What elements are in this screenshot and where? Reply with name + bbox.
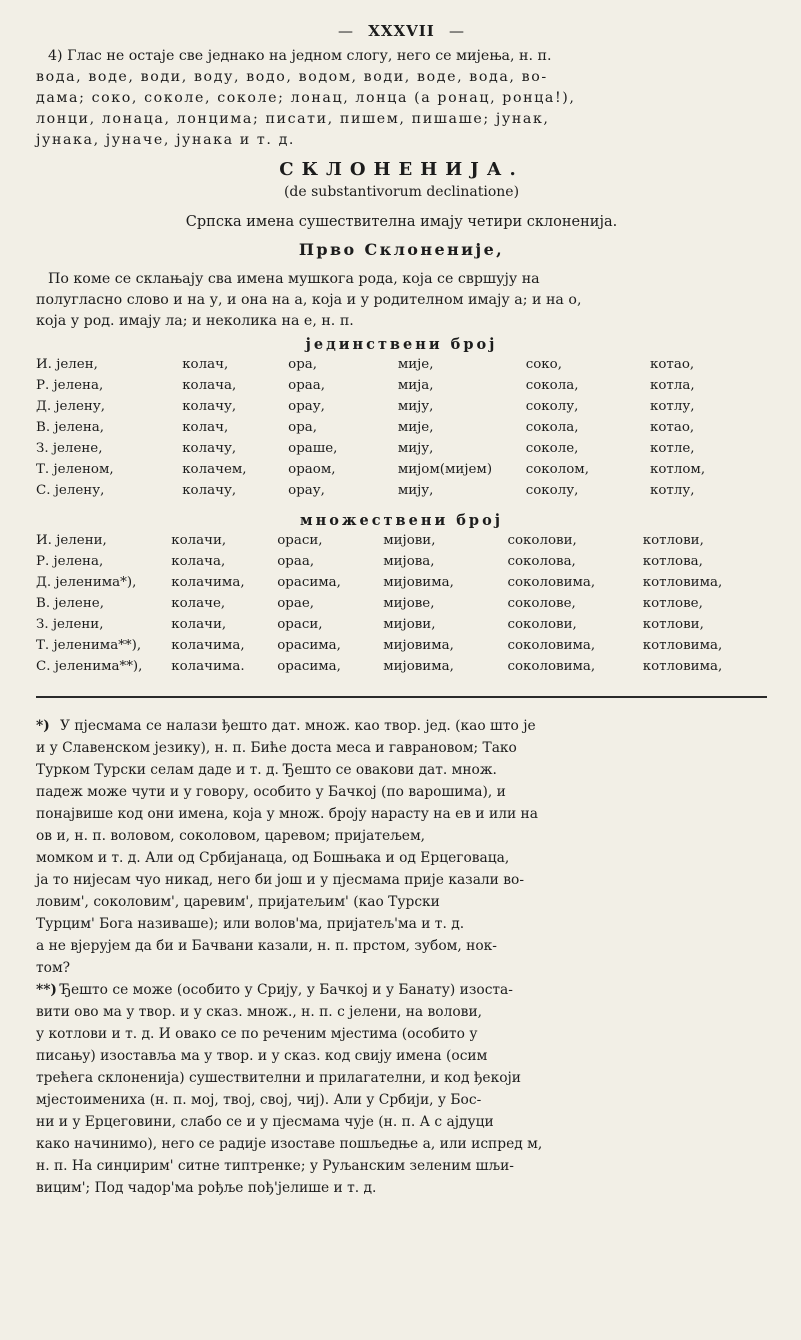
case-form-cell: Д. јелену, — [36, 399, 105, 414]
noun-form-cell: мију, — [397, 483, 434, 498]
noun-form-cell: котловима, — [642, 659, 723, 674]
noun-form-cell: ораа, — [288, 378, 326, 393]
paragraph-line: дама; соко, соколе, соколе; лонац, лонца (а ронац, ронца!), — [36, 90, 576, 106]
case-form-cell: С. јелену, — [36, 483, 105, 498]
plural-title: множествени број — [299, 512, 503, 529]
noun-form-cell: мијове, — [383, 596, 435, 611]
noun-form-cell: колачима, — [171, 575, 245, 590]
plural-table — [36, 533, 767, 680]
noun-form-cell: соколови, — [507, 617, 577, 632]
noun-form-cell: колач, — [182, 420, 229, 435]
table-row — [36, 483, 767, 504]
footnote-line: ов и, н. п. воловом, соколовом, царевом; пријатељем, — [36, 828, 426, 844]
table-row — [36, 638, 767, 659]
footnote-line: како начинимо), него се радије изоставе пошљедње а, или испред м, — [36, 1136, 543, 1152]
noun-form-cell: ора, — [288, 357, 318, 372]
noun-form-cell: котлова, — [642, 554, 703, 569]
noun-form-cell: сокола, — [525, 378, 579, 393]
table-row — [36, 554, 767, 575]
noun-form-cell: мију, — [397, 399, 434, 414]
table-row — [36, 659, 767, 680]
noun-form-cell: орау, — [288, 483, 325, 498]
table-row — [36, 462, 767, 483]
paragraph-line: јунака, јуначе, јунака и т. д. — [36, 132, 296, 148]
header-dash-left: — — [337, 22, 354, 40]
noun-form-cell: соколовима, — [507, 638, 596, 653]
noun-form-cell: котла, — [650, 378, 695, 393]
noun-form-cell: соколу, — [525, 483, 579, 498]
header-dash-right: — — [449, 22, 466, 40]
paragraph-line: 4) Глас не остаје све једнако на једном слогу, него се мијења, н. п. — [48, 48, 552, 64]
noun-form-cell: котао, — [650, 420, 695, 435]
footnote-line: н. п. На синџирим' ситне типтренке; у Руљанским зеленим шљи- — [36, 1158, 514, 1174]
noun-form-cell: котлове, — [642, 596, 703, 611]
table-row — [36, 617, 767, 638]
table-row — [36, 399, 767, 420]
noun-form-cell: орае, — [277, 596, 315, 611]
footnote-line: ловим', соколовим', царевим', пријатељим' (као Турски — [36, 894, 440, 910]
footnote-line: трећега склоненија) сушествителни и прилагателни, и код ђекоји — [36, 1070, 521, 1086]
noun-form-cell: колачу, — [182, 399, 237, 414]
section-title: СКЛОНЕНИЈА. — [279, 159, 524, 180]
table-row — [36, 378, 767, 399]
description-line: полугласно слово и на у, и она на а, која и у родителном имају а; и на о, — [36, 292, 582, 308]
noun-form-cell: ораси, — [277, 533, 323, 548]
noun-form-cell: колачима. — [171, 659, 245, 674]
noun-form-cell: орасима, — [277, 638, 341, 653]
case-form-cell: Т. јеленом, — [36, 462, 114, 477]
noun-form-cell: котле, — [650, 441, 695, 456]
noun-form-cell: сокола, — [525, 420, 579, 435]
noun-form-cell: колачи, — [171, 617, 227, 632]
footnote-1 — [36, 716, 767, 978]
noun-form-cell: колачу, — [182, 483, 237, 498]
description-line: која у род. имају ла; и неколика на е, н. п. — [36, 313, 354, 329]
noun-form-cell: орау, — [288, 399, 325, 414]
section-intro: Српска имена сушествителна имају четири склоненија. — [185, 214, 618, 230]
case-form-cell: З. јелене, — [36, 441, 103, 456]
noun-form-cell: ораси, — [277, 617, 323, 632]
noun-form-cell: мију, — [397, 441, 434, 456]
footnote-line: и у Славенском језику), н. п. Биће доста меса и гаврановом; Тако — [36, 740, 517, 756]
noun-form-cell: мијова, — [383, 554, 435, 569]
footnote-text: Ђешто се може (особито у Срију, у Бачкој и у Банату) изоста- — [60, 982, 513, 998]
singular-table — [36, 357, 767, 504]
noun-form-cell: соколом, — [525, 462, 589, 477]
noun-form-cell: мијовима, — [383, 638, 454, 653]
case-form-cell: Т. јеленима**), — [36, 638, 142, 653]
case-form-cell: Д. јеленима*), — [36, 575, 137, 590]
noun-form-cell: котлу, — [650, 399, 695, 414]
footnote-line: ја то нијесам чуо никад, него би још и у пјесмама прије казали во- — [36, 872, 525, 888]
footnote-line: момком и т. д. Али од Србијанаца, од Бошњака и од Ерцеговаца, — [36, 850, 510, 866]
footnote-line: падеж може чути и у говору, особито у Бачкој (по варошима), и — [36, 784, 506, 800]
noun-form-cell: колача, — [171, 554, 226, 569]
footnote-line — [36, 980, 767, 1000]
noun-form-cell: мијом(мијем) — [397, 462, 493, 477]
footnote-line: понајвише код они имена, која у множ. броју нарасту на ев и или на — [36, 806, 538, 822]
paragraph-line: вода, воде, води, воду, водо, водом, води, воде, вода, во- — [36, 69, 548, 85]
noun-form-cell: котловима, — [642, 638, 723, 653]
table-row — [36, 575, 767, 596]
footnote-line: мјестоимениха (н. п. мој, твој, свој, чиј). Али у Србији, у Бос- — [36, 1092, 482, 1108]
case-form-cell: З. јелени, — [36, 617, 104, 632]
footnote-line: у котлови и т. д. И овако се по реченим мјестима (особито у — [36, 1026, 478, 1042]
noun-form-cell: котловима, — [642, 575, 723, 590]
case-form-cell: Р. јелена, — [36, 554, 104, 569]
case-form-cell: Р. јелена, — [36, 378, 104, 393]
noun-form-cell: котлови, — [642, 533, 704, 548]
paragraph-line: лонци, лонаца, лонцима; писати, пишем, пишаше; јунак, — [36, 111, 550, 127]
case-form-cell: И. јелени, — [36, 533, 107, 548]
noun-form-cell: мијови, — [383, 533, 436, 548]
first-declension-description — [36, 269, 767, 332]
case-form-cell: С. јеленима**), — [36, 659, 143, 674]
noun-form-cell: котлови, — [642, 617, 704, 632]
noun-form-cell: соколова, — [507, 554, 576, 569]
noun-form-cell: соко, — [525, 357, 562, 372]
footnote-line: вити ово ма у твор. и у сказ. множ., н. п. с јелени, на волови, — [36, 1004, 483, 1020]
noun-form-cell: соколу, — [525, 399, 579, 414]
noun-form-cell: колачем, — [182, 462, 247, 477]
footnote-divider — [36, 696, 767, 698]
noun-form-cell: мије, — [397, 420, 434, 435]
footnote-line: а не вјерујем да би и Бачвани казали, н. п. прстом, зубом, нок- — [36, 938, 497, 954]
first-declension-title: Прво Склоненије, — [298, 240, 505, 259]
paragraph-4 — [36, 46, 767, 151]
noun-form-cell: колачи, — [171, 533, 227, 548]
footnote-line: вицим'; Под чадор'ма рођље пођ'јелише и т. д. — [36, 1180, 377, 1196]
noun-form-cell: мијовима, — [383, 659, 454, 674]
noun-form-cell: мије, — [397, 357, 434, 372]
noun-form-cell: соколовима, — [507, 659, 596, 674]
case-form-cell: В. јелене, — [36, 596, 104, 611]
footnote-line: писању) изоставља ма у твор. и у сказ. код свију имена (осим — [36, 1048, 488, 1064]
page-header — [36, 22, 767, 46]
noun-form-cell: ораа, — [277, 554, 315, 569]
footnote-2 — [36, 980, 767, 1198]
noun-form-cell: ора, — [288, 420, 318, 435]
footnote-line: Турцим' Бога називаше); или волов'ма, пријатељ'ма и т. д. — [36, 916, 465, 932]
noun-form-cell: соколе, — [525, 441, 579, 456]
footnote-line: ни и у Ерцеговини, слабо се и у пјесмама чује (н. п. А с ајдуци — [36, 1114, 494, 1130]
page-number: XXXVII — [368, 22, 435, 40]
description-line: По коме се склањају сва имена мушкога рода, која се свршују на — [48, 271, 540, 287]
noun-form-cell: ораом, — [288, 462, 336, 477]
noun-form-cell: соколовима, — [507, 575, 596, 590]
noun-form-cell: колачима, — [171, 638, 245, 653]
section-subtitle: (de substantivorum declinatione) — [283, 184, 520, 200]
footnote-mark: **) — [36, 982, 57, 998]
footnote-text: У пјесмама се налази ђешто дат. множ. као твор. јед. (као што је — [60, 718, 536, 734]
noun-form-cell: соколове, — [507, 596, 576, 611]
noun-form-cell: колаче, — [171, 596, 226, 611]
footnote-line: Турком Турски селам даде и т. д. Ђешто се овакови дат. множ. — [36, 762, 497, 778]
table-row — [36, 357, 767, 378]
noun-form-cell: соколови, — [507, 533, 577, 548]
noun-form-cell: колача, — [182, 378, 237, 393]
noun-form-cell: котлом, — [650, 462, 706, 477]
noun-form-cell: мијовима, — [383, 575, 454, 590]
singular-title: јединствени број — [305, 336, 498, 353]
case-form-cell: И. јелен, — [36, 357, 98, 372]
table-row — [36, 596, 767, 617]
footnote-line: том? — [36, 960, 71, 976]
noun-form-cell: колачу, — [182, 441, 237, 456]
noun-form-cell: колач, — [182, 357, 229, 372]
footnote-mark: *) — [36, 718, 50, 734]
table-row — [36, 420, 767, 441]
table-row — [36, 441, 767, 462]
case-form-cell: В. јелена, — [36, 420, 105, 435]
noun-form-cell: котао, — [650, 357, 695, 372]
noun-form-cell: мија, — [397, 378, 434, 393]
noun-form-cell: орасима, — [277, 575, 341, 590]
noun-form-cell: ораше, — [288, 441, 338, 456]
noun-form-cell: мијови, — [383, 617, 436, 632]
footnote-line — [36, 716, 767, 736]
noun-form-cell: орасима, — [277, 659, 341, 674]
table-row — [36, 533, 767, 554]
noun-form-cell: котлу, — [650, 483, 695, 498]
